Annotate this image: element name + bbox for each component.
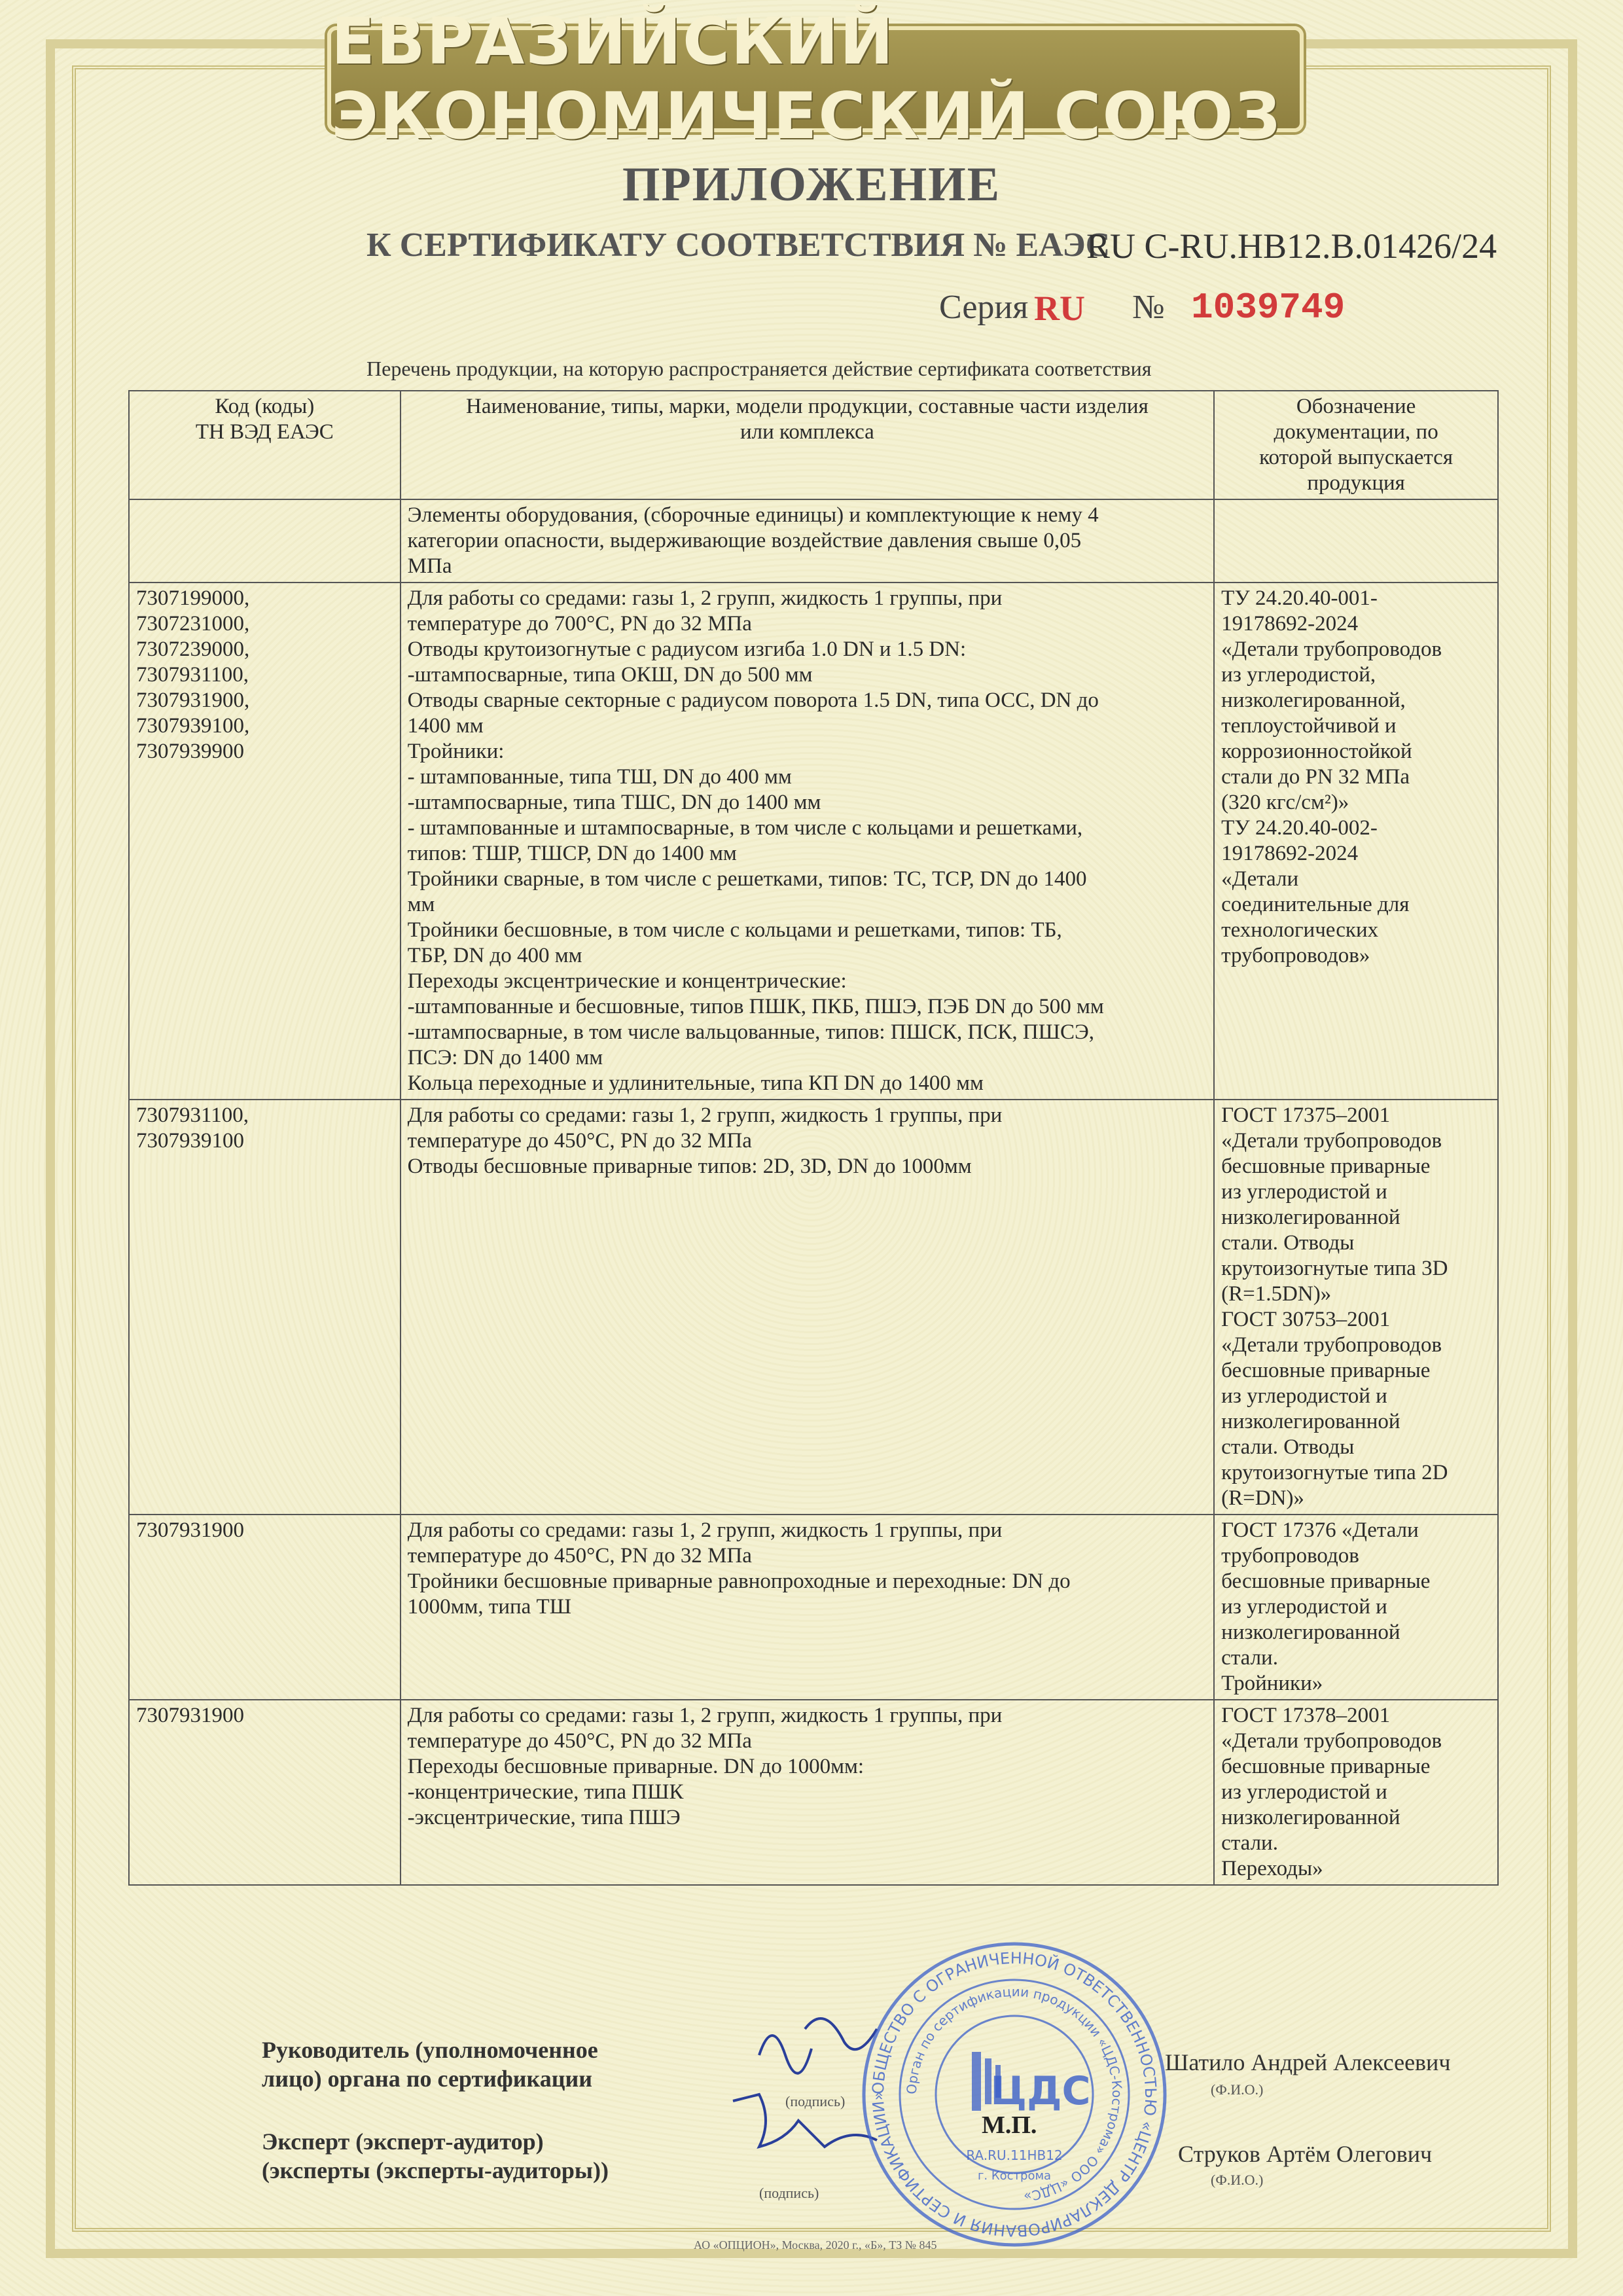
- cell-line: - штампованные и штампосварные, в том числе с кольцами и решетками,: [407, 816, 1083, 840]
- stamp-ring-text: ОБЩЕСТВО С ОГРАНИЧЕННОЙ ОТВЕТСТВЕННОСТЬЮ «ЦЕНТР ДЕКЛАРИРОВАНИЯ И СЕРТИФИКАЦИИ»: [868, 1948, 1160, 2240]
- header-line: Обозначение: [1296, 395, 1416, 418]
- footer-note: АО «ОПЦИОН», Москва, 2020 г., «Б», ТЗ № 845: [694, 2238, 937, 2251]
- cell-line: 1400 мм: [407, 714, 484, 738]
- head-label-line: лицо) органа по сертификации: [262, 2066, 592, 2092]
- cell-line: типов: ТШР, ТШСР, DN до 1400 мм: [407, 842, 737, 865]
- cell-line: Тройники:: [407, 740, 505, 763]
- cell-line: температуре до 450°С, PN до 32 МПа: [407, 1729, 752, 1753]
- cell-line: из углеродистой и: [1221, 1780, 1387, 1804]
- cell-line: 7307931100,: [136, 1103, 249, 1127]
- cell-line: Тройники сварные, в том числе с решетками, типов: ТС, ТСР, DN до 1400: [407, 867, 1087, 891]
- cell-line: Отводы бесшовные приварные типов: 2D, 3D, DN до 1000мм: [407, 1155, 972, 1178]
- names-cell: [401, 1515, 1215, 1700]
- cell-line: «Детали трубопроводов: [1221, 1333, 1442, 1357]
- cell-line: низколегированной: [1221, 1206, 1400, 1229]
- fio-caption-expert: (Ф.И.О.): [1211, 2172, 1264, 2188]
- header-line: Наименование, типы, марки, модели продукции, составные части изделия: [466, 395, 1149, 418]
- signature-caption-expert: (подпись): [759, 2185, 819, 2201]
- document-title: ПРИЛОЖЕНИЕ: [622, 158, 1001, 211]
- cell-line: (R=DN)»: [1221, 1486, 1304, 1510]
- header-line: которой выпускается: [1259, 446, 1454, 469]
- cell-line: -концентрические, типа ПШК: [407, 1780, 684, 1804]
- cell-line: Кольца переходные и удлинительные, типа КП DN до 1400 мм: [407, 1071, 984, 1095]
- cell-line: соединительные для: [1221, 893, 1410, 916]
- number-value: 1039749: [1191, 287, 1346, 329]
- cell-line: Отводы крутоизогнутые с радиусом изгиба 1.0 DN и 1.5 DN:: [407, 637, 967, 661]
- header-line: ТН ВЭД ЕАЭС: [195, 420, 334, 444]
- cell-line: бесшовные приварные: [1221, 1755, 1431, 1778]
- cell-line: низколегированной: [1221, 1410, 1400, 1433]
- cell-line: стали.: [1221, 1831, 1278, 1855]
- cell-line: ГОСТ 17378–2001: [1221, 1704, 1391, 1727]
- cell-line: (R=1.5DN)»: [1221, 1282, 1332, 1306]
- header-line: продукция: [1307, 471, 1405, 495]
- document-subtitle: К СЕРТИФИКАТУ СООТВЕТСТВИЯ № ЕАЭС: [366, 226, 1111, 264]
- cell-line: крутоизогнутые типа 2D: [1221, 1461, 1448, 1484]
- cell-line: Элементы оборудования, (сборочные единицы) и комплектующие к нему 4: [407, 503, 1099, 527]
- cell-line: коррозионностойкой: [1221, 740, 1412, 763]
- table-header-row: [129, 391, 1498, 499]
- cell-line: низколегированной: [1221, 1621, 1400, 1644]
- cell-line: (320 кгс/см²)»: [1221, 791, 1349, 814]
- cell-line: стали до PN 32 МПа: [1221, 765, 1410, 789]
- table-row: [129, 583, 1498, 1100]
- docs-cell: [1214, 499, 1498, 583]
- cell-line: 7307931100,: [136, 663, 249, 687]
- cell-line: бесшовные приварные: [1221, 1359, 1431, 1382]
- cell-line: 7307231000,: [136, 612, 250, 636]
- cell-line: «Детали: [1221, 867, 1299, 891]
- names-cell: [401, 1100, 1215, 1515]
- header-names: [401, 391, 1215, 499]
- expert-name: Струков Артём Олегович: [1178, 2141, 1433, 2167]
- cell-line: 7307939900: [136, 740, 244, 763]
- cell-line: «Детали трубопроводов: [1221, 1129, 1442, 1153]
- cell-line: Переходы»: [1221, 1857, 1323, 1880]
- header-line: или комплекса: [740, 420, 874, 444]
- stamp-city: г. Кострома: [977, 2169, 1052, 2183]
- cell-line: 7307931900,: [136, 689, 250, 712]
- stamp-center-text: ЦДС: [990, 2068, 1091, 2114]
- header-codes: [129, 391, 401, 499]
- codes-cell: [129, 1700, 401, 1885]
- cell-line: 7307931900: [136, 1518, 244, 1542]
- number-label: №: [1132, 289, 1165, 326]
- docs-cell: [1214, 1515, 1498, 1700]
- cell-line: ГОСТ 30753–2001: [1221, 1308, 1391, 1331]
- table-body: [129, 499, 1498, 1885]
- table-caption: Перечень продукции, на которую распространяется действие сертификата соответствия: [366, 357, 1152, 380]
- cell-line: бесшовные приварные: [1221, 1155, 1431, 1178]
- cell-line: «Детали трубопроводов: [1221, 637, 1442, 661]
- cell-line: 19178692-2024: [1221, 612, 1359, 636]
- cell-line: -штампосварные, типа ТШС, DN до 1400 мм: [407, 791, 821, 814]
- table-row: [129, 1515, 1498, 1700]
- series-label: Серия: [939, 289, 1029, 326]
- cell-line: Тройники»: [1221, 1672, 1323, 1695]
- cell-line: Отводы сварные секторные с радиусом поворота 1.5 DN, типа ОСС, DN до: [407, 689, 1099, 712]
- docs-cell: [1214, 583, 1498, 1100]
- cell-line: ГОСТ 17375–2001: [1221, 1103, 1391, 1127]
- header-line: документации, по: [1274, 420, 1438, 444]
- cell-line: из углеродистой,: [1221, 663, 1376, 687]
- cell-line: из углеродистой и: [1221, 1384, 1387, 1408]
- cell-line: -штампосварные, в том числе вальцованные, типов: ПШСК, ПСК, ПШСЭ,: [407, 1020, 1095, 1044]
- header-docs: [1214, 391, 1498, 499]
- cell-line: Для работы со средами: газы 1, 2 групп, жидкость 1 группы, при: [407, 586, 1003, 610]
- cell-line: трубопроводов»: [1221, 944, 1370, 967]
- cell-line: 7307239000,: [136, 637, 250, 661]
- official-stamp: [857, 1937, 1171, 2251]
- cell-line: «Детали трубопроводов: [1221, 1729, 1442, 1753]
- names-cell: [401, 1700, 1215, 1885]
- cell-line: ГОСТ 17376 «Детали: [1221, 1518, 1419, 1542]
- cell-line: Для работы со средами: газы 1, 2 групп, жидкость 1 группы, при: [407, 1704, 1003, 1727]
- head-label-line: Руководитель (уполномоченное: [262, 2037, 598, 2063]
- head-name: Шатило Андрей Алексеевич: [1165, 2049, 1451, 2075]
- cell-line: ТУ 24.20.40-001-: [1221, 586, 1378, 610]
- cell-line: Для работы со средами: газы 1, 2 групп, жидкость 1 группы, при: [407, 1103, 1003, 1127]
- cell-line: технологических: [1221, 918, 1379, 942]
- cell-line: категории опасности, выдерживающие воздействие давления свыше 0,05: [407, 529, 1082, 552]
- cell-line: низколегированной: [1221, 1806, 1400, 1829]
- signature-caption-head: (подпись): [785, 2093, 846, 2109]
- stamp-inner-text: Орган по сертификации продукции «ЦДС-Кострома» ООО «ЦДС»: [903, 1983, 1126, 2205]
- cell-line: -штампованные и бесшовные, типов ПШК, ПКБ, ПШЭ, ПЭБ DN до 500 мм: [407, 995, 1104, 1018]
- series-value: RU: [1034, 289, 1085, 328]
- cell-line: 1000мм, типа ТШ: [407, 1595, 572, 1619]
- cell-line: температуре до 450°С, PN до 32 МПа: [407, 1544, 752, 1568]
- codes-cell: [129, 1515, 401, 1700]
- cell-line: стали. Отводы: [1221, 1435, 1355, 1459]
- cell-line: 7307939100: [136, 1129, 244, 1153]
- names-cell: [401, 583, 1215, 1100]
- cell-line: -штампосварные, типа ОКШ, DN до 500 мм: [407, 663, 813, 687]
- cell-line: -эксцентрические, типа ПШЭ: [407, 1806, 681, 1829]
- table-row: [129, 1700, 1498, 1885]
- cell-line: - штампованные, типа ТШ, DN до 400 мм: [407, 765, 792, 789]
- cell-line: низколегированной,: [1221, 689, 1406, 712]
- cell-line: 19178692-2024: [1221, 842, 1359, 865]
- cell-line: ТБР, DN до 400 мм: [407, 944, 582, 967]
- product-table: [128, 390, 1499, 1886]
- cell-line: 7307931900: [136, 1704, 244, 1727]
- stamp-reg: RA.RU.11НВ12: [966, 2147, 1063, 2163]
- certificate-number: RU С-RU.НВ12.В.01426/24: [1086, 226, 1497, 266]
- expert-label: [262, 2127, 609, 2185]
- mp-label: М.П.: [982, 2111, 1037, 2139]
- cell-line: Для работы со средами: газы 1, 2 групп, жидкость 1 группы, при: [407, 1518, 1003, 1542]
- table-row: [129, 1100, 1498, 1515]
- codes-cell: [129, 583, 401, 1100]
- cell-line: трубопроводов: [1221, 1544, 1359, 1568]
- cell-line: стали. Отводы: [1221, 1231, 1355, 1255]
- banner-text: ЕВРАЗИЙСКИЙ ЭКОНОМИЧЕСКИЙ СОЮЗ: [331, 5, 1282, 154]
- cell-line: из углеродистой и: [1221, 1180, 1387, 1204]
- cell-line: Переходы бесшовные приварные. DN до 1000мм:: [407, 1755, 865, 1778]
- header-line: Код (коды): [215, 395, 315, 418]
- cell-line: из углеродистой и: [1221, 1595, 1387, 1619]
- cell-line: температуре до 700°С, PN до 32 МПа: [407, 612, 752, 636]
- expert-label-line: Эксперт (эксперт-аудитор): [262, 2128, 544, 2155]
- codes-cell: [129, 1100, 401, 1515]
- names-cell: [401, 499, 1215, 583]
- cell-line: 7307939100,: [136, 714, 250, 738]
- cell-line: ТУ 24.20.40-002-: [1221, 816, 1378, 840]
- cell-line: стали.: [1221, 1646, 1278, 1670]
- codes-cell: [129, 499, 401, 583]
- head-label: [262, 2036, 598, 2093]
- cell-line: 7307199000,: [136, 586, 250, 610]
- cell-line: мм: [407, 893, 435, 916]
- cell-line: ПСЭ: DN до 1400 мм: [407, 1046, 603, 1069]
- fio-caption-head: (Ф.И.О.): [1211, 2081, 1264, 2098]
- docs-cell: [1214, 1700, 1498, 1885]
- cell-line: теплоустойчивой и: [1221, 714, 1397, 738]
- cell-line: крутоизогнутые типа 3D: [1221, 1257, 1448, 1280]
- cell-line: Тройники бесшовные, в том числе с кольцами и решетками, типов: ТБ,: [407, 918, 1062, 942]
- header-banner: [327, 5, 1304, 154]
- cell-line: МПа: [407, 554, 452, 578]
- cell-line: температуре до 450°С, PN до 32 МПа: [407, 1129, 752, 1153]
- cell-line: бесшовные приварные: [1221, 1570, 1431, 1593]
- table-row: [129, 499, 1498, 583]
- expert-label-line: (эксперты (эксперты-аудиторы)): [262, 2157, 609, 2183]
- docs-cell: [1214, 1100, 1498, 1515]
- cell-line: Переходы эксцентрические и концентрические:: [407, 969, 847, 993]
- cell-line: Тройники бесшовные приварные равнопроходные и переходные: DN до: [407, 1570, 1071, 1593]
